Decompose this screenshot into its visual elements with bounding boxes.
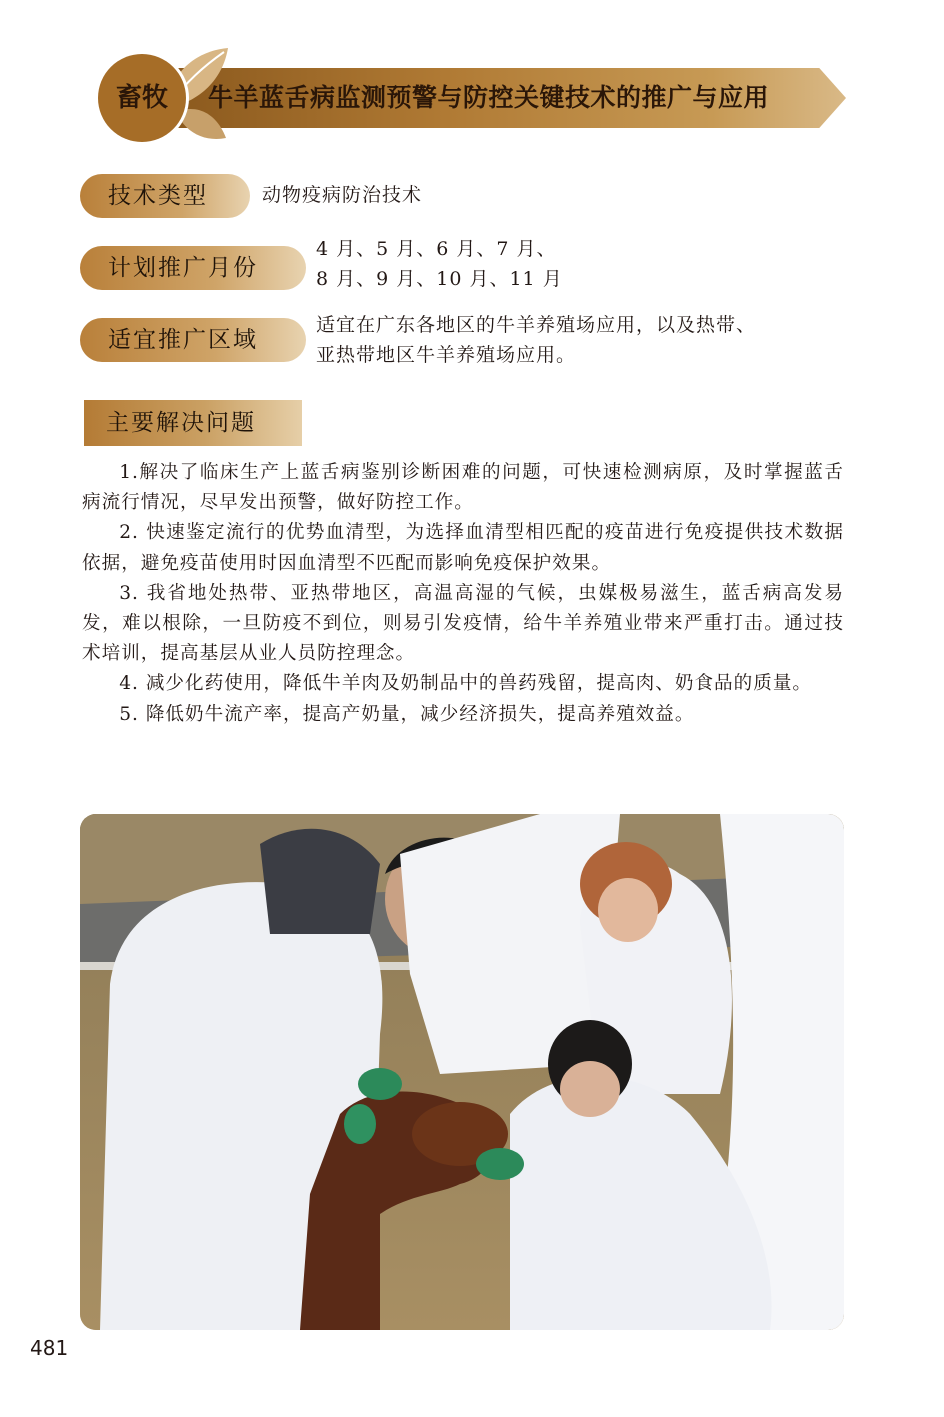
region-line-1: 适宜在广东各地区的牛羊养殖场应用，以及热带、 xyxy=(316,314,757,336)
category-badge xyxy=(96,54,192,150)
photo-illustration xyxy=(80,814,844,1330)
promotion-region-value xyxy=(316,310,756,370)
field-photo xyxy=(80,814,844,1330)
region-line-2: 亚热带地区牛羊养殖场应用。 xyxy=(316,344,577,366)
header-banner xyxy=(96,46,846,146)
tag-promotion-months: 计划推广月份 xyxy=(80,246,306,290)
tech-type-line: 动物疫病防治技术 xyxy=(262,184,423,206)
paragraph-1: 1.解决了临床生产上蓝舌病鉴别诊断困难的问题，可快速检测病原，及时掌握蓝舌病流行情况，尽早发出预警，做好防控工作。 xyxy=(82,462,844,514)
paragraph-3: 3. 我省地处热带、亚热带地区，高温高湿的气候，虫媒极易滋生，蓝舌病高发易发，难以根除，一旦防疫不到位，则易引发疫情，给牛羊养殖业带来严重打击。通过技术培训，提高基层从业人员防控理念。 xyxy=(82,582,844,665)
body-text xyxy=(82,458,844,730)
tag-tech-type: 技术类型 xyxy=(80,174,250,218)
tag-promotion-region: 适宜推广区域 xyxy=(80,318,306,362)
promotion-months-value xyxy=(316,234,563,294)
paragraph-4: 4. 减少化药使用，降低牛羊肉及奶制品中的兽药残留，提高肉、奶食品的质量。 xyxy=(119,673,813,695)
section-heading: 主要解决问题 xyxy=(84,400,302,446)
category-label: 畜牧 xyxy=(115,83,168,113)
months-line-2: 8 月、9 月、10 月、11 月 xyxy=(316,268,563,290)
months-line-1: 4 月、5 月、6 月、7 月、 xyxy=(316,238,557,260)
paragraph-5: 5. 降低奶牛流产率，提高产奶量，减少经济损失，提高养殖效益。 xyxy=(119,703,695,725)
tech-type-value xyxy=(262,180,422,210)
page-number: 481 xyxy=(30,1336,69,1360)
page-title: 牛羊蓝舌病监测预警与防控关键技术的推广与应用 xyxy=(208,83,770,112)
paragraph-2: 2. 快速鉴定流行的优势血清型，为选择血清型相匹配的疫苗进行免疫提供技术数据依据，避免疫苗使用时因血清型不匹配而影响免疫保护效果。 xyxy=(82,522,844,574)
